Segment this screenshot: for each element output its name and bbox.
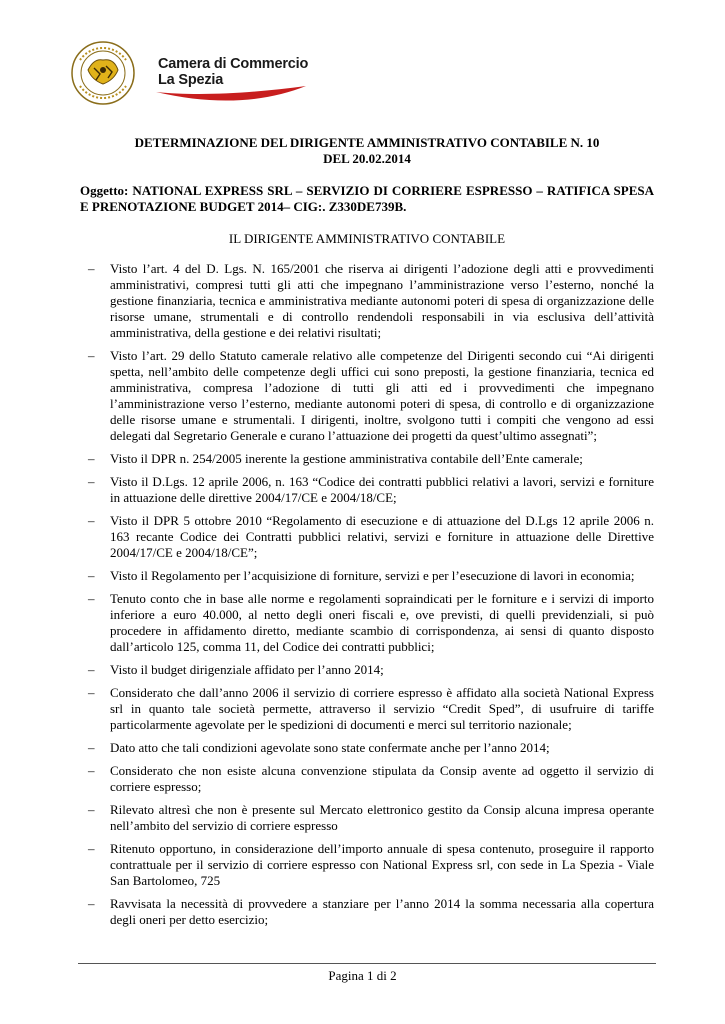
list-item-text: Ravvisata la necessità di provvedere a stanziare per l’anno 2014 la somma necessaria alla copertura degli oneri per detto esercizio; xyxy=(110,896,654,927)
dash-bullet: – xyxy=(88,261,95,276)
dash-bullet: – xyxy=(88,513,95,528)
dash-bullet: – xyxy=(88,763,95,778)
title-line-2: DEL 20.02.2014 xyxy=(323,151,411,166)
dash-bullet: – xyxy=(88,802,95,817)
chamber-logo xyxy=(70,40,310,110)
dash-bullet: – xyxy=(88,474,95,489)
list-item-text: Visto l’art. 4 del D. Lgs. N. 165/2001 che riserva ai dirigenti l’adozione degli atti e provvedimenti amministrativi, compresi tutti gli atti che impegnano l’amministrazione verso l’esterno, nonché la gestione finanziaria, tecnica e amministrativa mediante autonomi poteri di spesa di organizzazione delle risorse umane, strumentali e di controllo rendendoli responsabili in via esclusiva dell’attività amministrativa, della gestione e dei relativi risultati; xyxy=(110,261,654,340)
list-item-text: Visto il Regolamento per l’acquisizione di forniture, servizi e per l’esecuzione di lavori in economia; xyxy=(110,568,635,583)
dash-bullet: – xyxy=(88,348,95,363)
list-item xyxy=(80,740,654,756)
list-item xyxy=(80,685,654,733)
list-item-text: Rilevato altresì che non è presente sul Mercato elettronico gestito da Consip alcuna impresa operante nell’ambito del servizio di corriere espresso xyxy=(110,802,654,833)
list-item-text: Tenuto conto che in base alle norme e regolamenti sopraindicati per le forniture e i servizi di importo inferiore a euro 40.000, al netto degli oneri fiscali e, ove previsti, di quelli previdenziali, si può procedere in affidamento diretto, mediante scambio di corrispondenza, ai sensi di quanto disposto dall’articolo 125, comma 11, del Codice dei contratti pubblici; xyxy=(110,591,654,654)
list-item xyxy=(80,841,654,889)
considerations-list xyxy=(80,261,654,928)
list-item-text: Visto il budget dirigenziale affidato per l’anno 2014; xyxy=(110,662,384,677)
dash-bullet: – xyxy=(88,591,95,606)
list-item xyxy=(80,474,654,506)
brand-line-2: La Spezia xyxy=(158,72,224,88)
list-item-text: Visto l’art. 29 dello Statuto camerale relativo alle competenze del Dirigenti secondo cui “Ai dirigenti spetta, nell’ambito delle competenze degli uffici cui sono preposti, la gestione finanziaria, tecnica ed amministrativa, compresa l’adozione di tutti gli atti ed i provvedimenti che impegnano l’amministrazione verso l’esterno, mediante autonomi poteri di spesa, di controllo e di organizzazione delle risorse umane e strumentali. I dirigenti, inoltre, svolgono tutti i compiti che vengono ad essi delegati dal Segretario Generale e curano l’attuazione dei progetti da quest’ultimo assegnati”; xyxy=(110,348,654,443)
dash-bullet: – xyxy=(88,740,95,755)
document-body xyxy=(80,135,654,935)
chamber-seal-icon xyxy=(70,40,136,106)
list-item-text: Ritenuto opportuno, in considerazione dell’importo annuale di spesa contenuto, proseguire il rapporto contrattuale per il servizio di corriere espresso con National Express srl, con sede in La Spezia - Viale San Bartolomeo, 725 xyxy=(110,841,654,888)
brand-swoosh-icon xyxy=(156,84,306,114)
list-item xyxy=(80,451,654,467)
list-item-text: Visto il DPR 5 ottobre 2010 “Regolamento di esecuzione e di attuazione del D.Lgs 12 aprile 2006 n. 163 recante Codice dei Contratti pubblici relativi, servizi e forniture in attuazione delle Direttive 2004/17/CE e 2004/18/CE”; xyxy=(110,513,654,560)
list-item xyxy=(80,568,654,584)
title-line-1: DETERMINAZIONE DEL DIRIGENTE AMMINISTRATIVO CONTABILE N. 10 xyxy=(134,135,600,150)
list-item xyxy=(80,896,654,928)
list-item-text: Visto il DPR n. 254/2005 inerente la gestione amministrativa contabile dell’Ente camerale; xyxy=(110,451,583,466)
dash-bullet: – xyxy=(88,896,95,911)
document-title xyxy=(80,135,654,167)
document-subject: Oggetto: NATIONAL EXPRESS SRL – SERVIZIO DI CORRIERE ESPRESSO – RATIFICA SPESA E PRENOTAZIONE BUDGET 2014– CIG:. Z330DE739B. xyxy=(80,183,654,214)
page-number: Pagina 1 di 2 xyxy=(328,968,397,983)
brand-line-1: Camera di Commercio xyxy=(158,56,309,72)
list-item xyxy=(80,591,654,655)
list-item-text: Dato atto che tali condizioni agevolate sono state confermate anche per l’anno 2014; xyxy=(110,740,550,755)
list-item xyxy=(80,802,654,834)
section-heading: IL DIRIGENTE AMMINISTRATIVO CONTABILE xyxy=(228,231,506,246)
dash-bullet: – xyxy=(88,568,95,583)
list-item xyxy=(80,261,654,341)
footer-divider xyxy=(78,963,656,964)
list-item-text: Considerato che dall’anno 2006 il servizio di corriere espresso è affidato alla società National Express srl in quanto tale società permette, attraverso il servizio “Credit Sped”, di usufruire di tariffe particolarmente agevolate per le spedizioni di documenti e merci sul territorio nazionale; xyxy=(110,685,654,732)
list-item xyxy=(80,763,654,795)
dash-bullet: – xyxy=(88,685,95,700)
dash-bullet: – xyxy=(88,662,95,677)
list-item-text: Visto il D.Lgs. 12 aprile 2006, n. 163 “Codice dei contratti pubblici relativi a lavori, servizi e forniture in attuazione delle direttive 2004/17/CE e 2004/18/CE; xyxy=(110,474,654,505)
list-item xyxy=(80,348,654,444)
list-item xyxy=(80,513,654,561)
dash-bullet: – xyxy=(88,841,95,856)
list-item-text: Considerato che non esiste alcuna convenzione stipulata da Consip avente ad oggetto il servizio di corriere espresso; xyxy=(110,763,654,794)
dash-bullet: – xyxy=(88,451,95,466)
list-item xyxy=(80,662,654,678)
